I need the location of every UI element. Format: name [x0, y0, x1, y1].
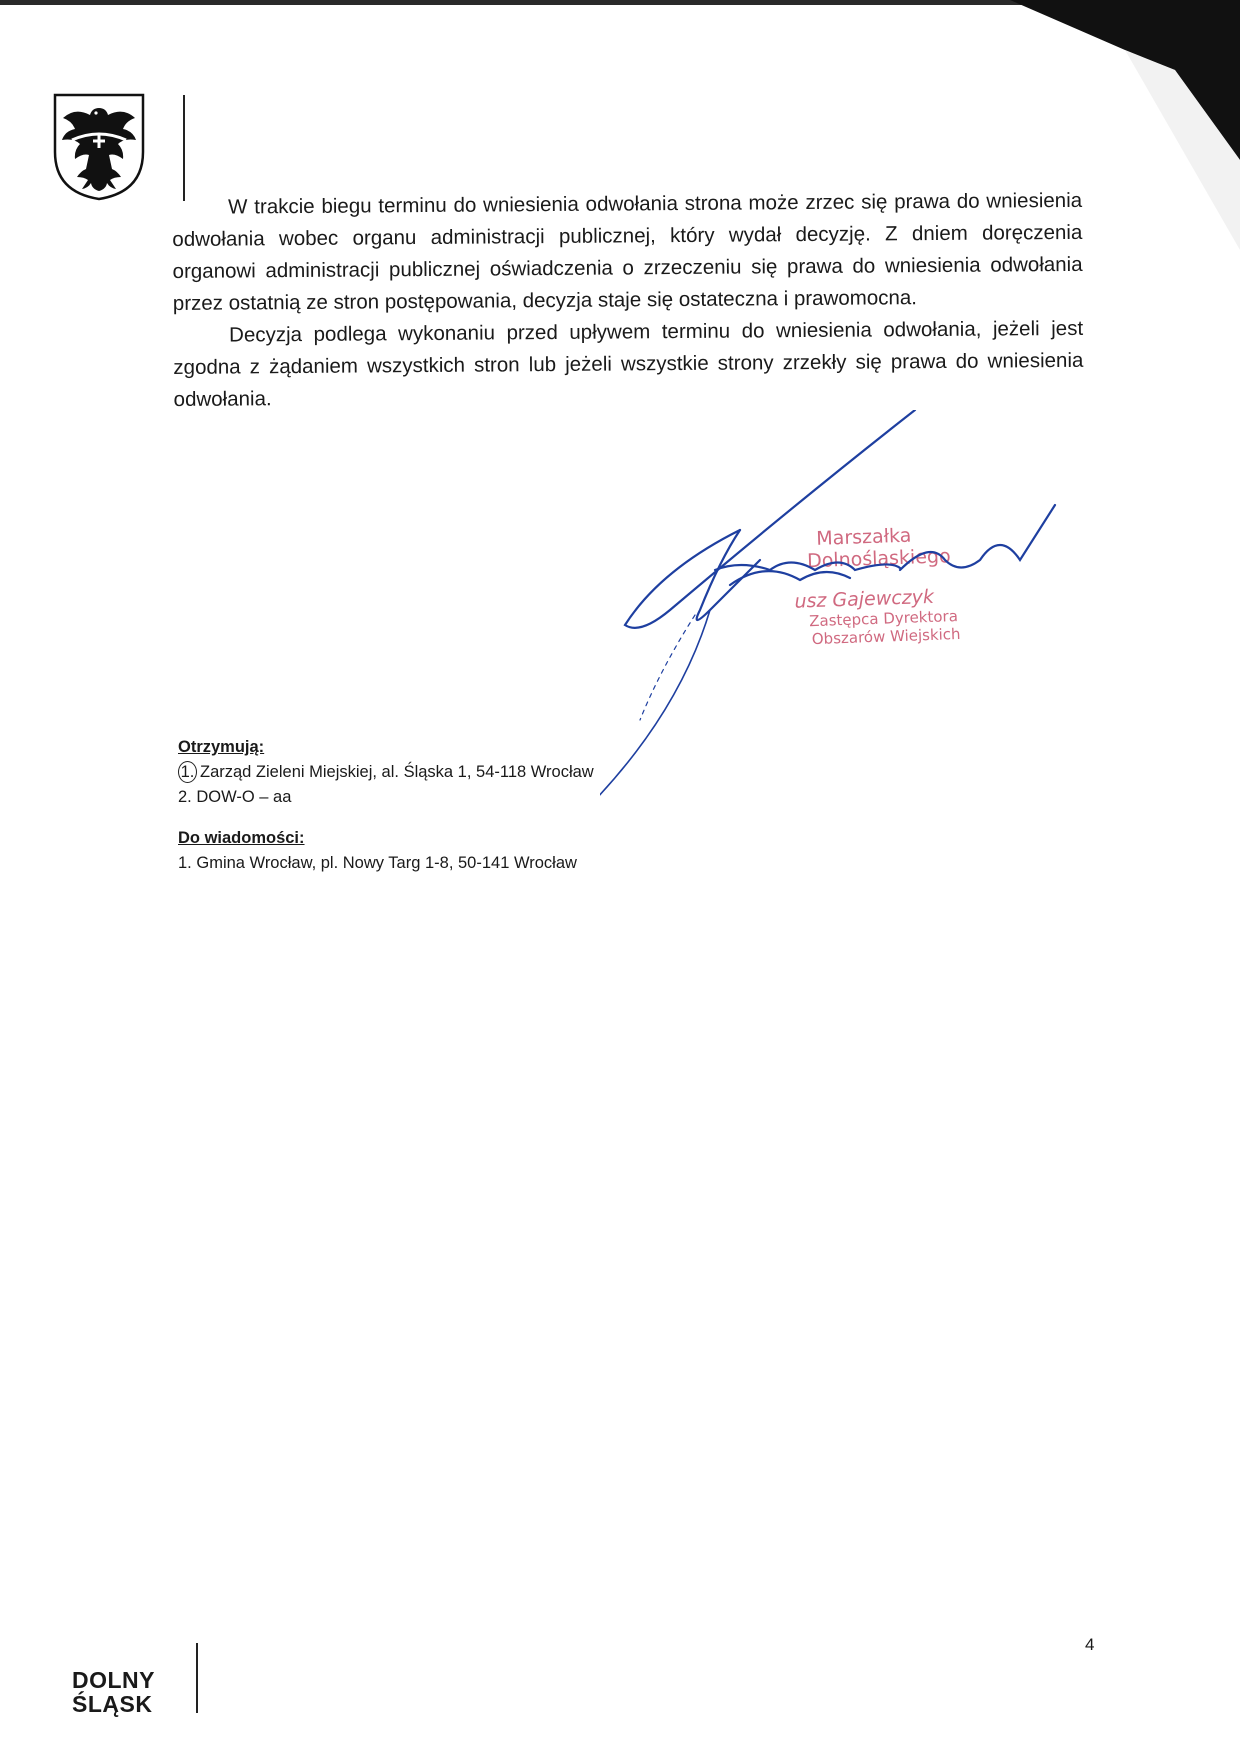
stamp-line: Obszarów Wiejskich — [811, 624, 961, 649]
paragraph-execution: Decyzja podlega wykonaniu przed upływem terminu do wniesienia odwołania, jeżeli jest zgodna z żądaniem wszystkich stron lub jeżeli wszystkie strony zrzekły się prawa do wniesienia odwołania. — [173, 316, 1084, 411]
list-number: 1. — [178, 761, 197, 783]
logo-line: ŚLĄSK — [72, 1691, 153, 1717]
list-item — [178, 760, 594, 785]
list-item — [178, 851, 594, 876]
list-number: 1. — [178, 854, 192, 872]
paragraph-waiver: W trakcie biegu terminu do wniesienia odwołania strona może zrzec się prawa do wniesienia odwołania wobec organu administracji publicznej, który wydał decyzję. Z dniem doręczenia organowi administracji publicznej oświadczenia o zrzeczeniu się prawa do wniesienia odwołania przez ostatnią ze stron postępowania, decyzja staje się ostateczna i prawomocna. — [172, 188, 1083, 315]
scan-edge-line — [0, 0, 1030, 5]
logo-line: DOLNY — [72, 1667, 155, 1693]
coat-of-arms-eagle-icon — [52, 92, 146, 202]
cc-heading: Do wiadomości: — [178, 829, 305, 847]
handwritten-signature — [600, 410, 1080, 810]
recipients-block — [178, 735, 594, 892]
footer-divider — [196, 1643, 198, 1713]
list-item — [178, 785, 594, 810]
stamp-line: Marszałka — [815, 524, 912, 550]
stamp-line: Dolnośląskiego — [806, 545, 951, 573]
decision-text — [172, 185, 1084, 416]
header-divider — [183, 95, 185, 201]
list-item-text: DOW-O – aa — [196, 788, 292, 806]
cc-section — [178, 826, 594, 876]
list-number: 2. — [178, 788, 192, 806]
dolny-slask-logo — [72, 1668, 155, 1716]
stamp-line: Zastępca Dyrektora — [808, 607, 959, 631]
recipients-heading: Otrzymują: — [178, 738, 265, 756]
recipients-section — [178, 735, 594, 810]
page-number: 4 — [1085, 1635, 1095, 1654]
stamp-name: usz Gajewczyk — [794, 585, 935, 613]
list-item-text: Gmina Wrocław, pl. Nowy Targ 1-8, 50-141 Wrocław — [196, 854, 577, 872]
list-item-text: Zarząd Zieleni Miejskiej, al. Śląska 1, 54-118 Wrocław — [200, 763, 594, 781]
